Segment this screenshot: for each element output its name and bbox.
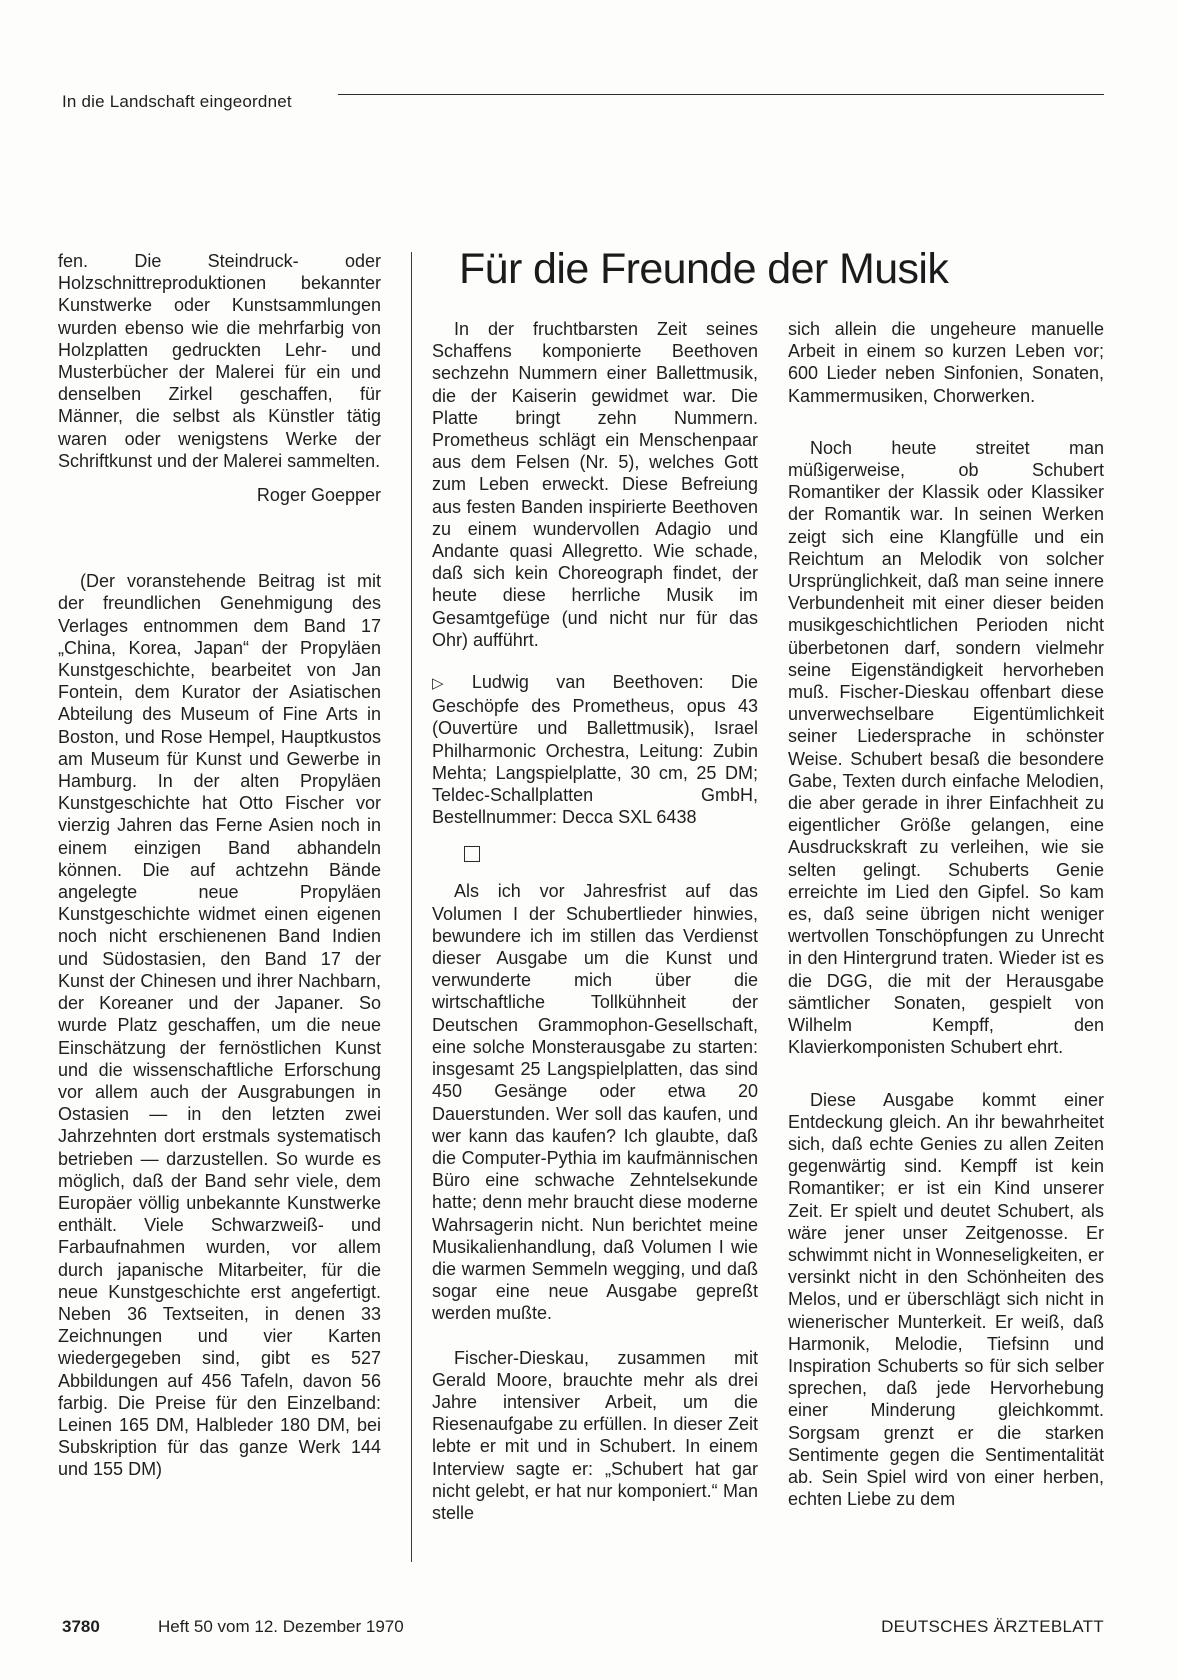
- column-divider: [411, 252, 412, 1562]
- article-paragraph: In der fruchtbarsten Zeit seines Schaffens komponierte Beethoven sechzehn Nummern einer Ballettmusik, die der Kaiserin gewidmet war. Die Platte bringt zehn Nummern. Prometheus schlägt ein Menschenpaar aus dem Felsen (Nr. 5), welches Gott zum Leben erweckt. Diese Befreiung aus festen Banden inspirierte Beethoven zu einem wundervollen Adagio und Andante quasi Allegretto. Wie schade, daß sich kein Choreograph findet, der heute diese herrliche Musik im Gesamtgefüge (und nicht nur für das Ohr) aufführt.: [432, 319, 758, 650]
- end-square-icon: [464, 846, 480, 862]
- article-paragraph: Noch heute streitet man müßigerweise, ob Schubert Romantiker der Klassik oder Klassiker der Romantik war. In seinen Werken zeigt sich eine Klangfülle und ein Reichtum an Melodik von solcher Ursprünglichkeit, daß man seine innere Verbundenheit mit einer dieser beiden musikgeschichtlichen Perioden nicht überbetonen darf, sondern vielmehr seine Eigenständigkeit hervorheben muß. Fischer-Dieskau offenbart diese unverwechselbare Eigentümlichkeit seiner Liedersprache in schönster Weise. Schubert besaß die besondere Gabe, Texten durch einfache Melodien, die aber gerade in ihrer Einfachheit zu eigentlicher Größe gelangen, eine Ausdruckskraft zu verleihen, wie sie selten gelingt. Schuberts Genie erreichte im Lied den Gipfel. So kam es, daß seine übrigen nicht weniger wertvollen Tonschöpfungen zu Unrecht in den Hintergrund traten. Wieder ist es die DGG, die mit der Herausgabe sämtlicher Sonaten, gespielt von Wilhelm Kempff, den Klavierkomponisten Schubert ehrt.: [788, 437, 1104, 1058]
- editorial-note: (Der voranstehende Beitrag ist mit der freundlichen Genehmigung des Verlages entnommen dem Band 17 „China, Korea, Japan“ der Propyläen Kunstgeschichte, bearbeitet von Jan Fontein, dem Kurator der Asiatischen Abteilung des Museum of Fine Arts in Boston, und Rose Hempel, Hauptkustos am Museum für Kunst und Gewerbe in Hamburg. In der alten Propyläen Kunstgeschichte hat Otto Fischer vor vierzig Jahren das Ferne Asien noch in einem einzigen Band abhandeln können. Die auf achtzehn Bände angelegte neue Propyläen Kunstgeschichte widmet einen eigenen noch nicht erschienenen Band Indien und Südostasien, den Band 17 der Kunst der Chinesen und ihrer Nachbarn, der Koreaner und der Japaner. So wurde Platz geschaffen, um die neue Einschätzung der fernöstlichen Kunst und die wissenschaftliche Erforschung vor allem auch der Ausgrabungen in Ostasien — in den letzten zwei Jahrzehnten dort erstmals systematisch betrieben — darzustellen. So wurde es möglich, daß der Band sehr viele, dem Europäer völlig unbekannte Kunstwerke enthält. Viele Schwarzweiß- und Farbaufnahmen wurden, vor allem durch japanische Mitarbeiter, für die neue Kunstgeschichte erst angefertigt. Neben 36 Textseiten, in denen 33 Zeichnungen und vier Karten wiedergegeben sind, gibt es 527 Abbildungen auf 456 Tafeln, davon 56 farbig. Die Preise für den Einzelband: Leinen 165 DM, Halbleder 180 DM, bei Subskription für das ganze Werk 144 und 155 DM): [58, 571, 381, 1480]
- spacer: [58, 506, 381, 570]
- page-number: 3780: [62, 1617, 100, 1636]
- continued-paragraph: fen. Die Steindruck- oder Holzschnittreproduktionen bekannter Kunstwerke oder Kunstsammlungen wurden ebenso wie die mehrfarbig von Holzplatten gedruckten Lehr- und Musterbücher der Malerei für ein und denselben Zirkel geschaffen, für Männer, die selbst als Künstler tätig waren oder wenigstens Werke der Schriftkunst und der Malerei sammelten.: [58, 251, 381, 471]
- record-reference: [432, 671, 758, 828]
- left-column: [58, 250, 381, 1481]
- article-title: Für die Freunde der Musik: [459, 245, 949, 293]
- right-column: [788, 318, 1104, 1510]
- triangle-marker-icon: ▷: [432, 675, 466, 693]
- issue-info: Heft 50 vom 12. Dezember 1970: [158, 1617, 404, 1636]
- publication-name: DEUTSCHES ÄRZTEBLATT: [881, 1617, 1104, 1636]
- article-paragraph-continued: sich allein die ungeheure manuelle Arbeit in einem so kurzen Leben vor; 600 Lieder neben Sinfonien, Sonaten, Kammermusiken, Chorwerken.: [788, 319, 1104, 406]
- header-rule: [338, 94, 1104, 95]
- section-header: In die Landschaft eingeordnet: [62, 92, 292, 111]
- article-paragraph: Diese Ausgabe kommt einer Entdeckung gleich. An ihr bewahrheitet sich, daß echte Genies zu allen Zeiten gegenwärtig sind. Kempff ist kein Romantiker; er ist ein Kind unserer Zeit. Er spielt und deutet Schubert, als wäre jener unser Zeitgenosse. Er schwimmt nicht in Wonneseligkeiten, er versinkt nicht in den Schönheiten des Melos, und er überschlägt sich nicht in wienerischer Munterkeit. Er weiß, daß Harmonik, Melodie, Tiefsinn und Inspiration Schuberts so für sich selber sprechen, daß jede Hervorhebung einer Minderung gleichkommt. Sorgsam grenzt er die starken Sentimente gegen die Sentimentalität ab. Sein Spiel wird von einer herben, echten Liebe zu dem: [788, 1089, 1104, 1510]
- record-reference-text: Ludwig van Beethoven: Die Geschöpfe des Prometheus, opus 43 (Ouvertüre und Ballettmusik), Israel Philharmonic Orchestra, Leitung: Zubin Mehta; Langspielplatte, 30 cm, 25 DM; Teldec-Schallplatten GmbH, Bestellnummer: Decca SXL 6438: [432, 672, 758, 828]
- author-signature: Roger Goepper: [256, 485, 381, 506]
- article-paragraph: Als ich vor Jahresfrist auf das Volumen I der Schubertlieder hinwies, bewundere ich im stillen das Verdienst dieser Ausgabe um die Kunst und verwunderte mich über die wirtschaftliche Tollkühnheit der Deutschen Grammophon-Gesellschaft, eine solche Monsterausgabe zu starten: insgesamt 25 Langspielplatten, das sind 450 Gesänge oder etwa 20 Dauerstunden. Wer soll das kaufen, und wer kann das kaufen? Ich glaubte, daß die Computer-Pythia im kaufmännischen Büro eine schwache Zehntelsekunde hatte; denn mehr braucht diese moderne Wahrsagerin nicht. Nun berichtet meine Musikalienhandlung, daß Volumen I wie die warmen Semmeln wegging, und daß sogar eine neue Ausgabe gepreßt werden mußte.: [432, 881, 758, 1324]
- middle-column: [432, 318, 758, 1524]
- article-paragraph: Fischer-Dieskau, zusammen mit Gerald Moore, brauchte mehr als drei Jahre intensiver Arbeit, um die Riesenaufgabe zu erfüllen. In dieser Zeit lebte er mit und in Schubert. In einem Interview sagte er: „Schubert hat gar nicht gelebt, er hat nur komponiert.“ Man stelle: [432, 1347, 758, 1523]
